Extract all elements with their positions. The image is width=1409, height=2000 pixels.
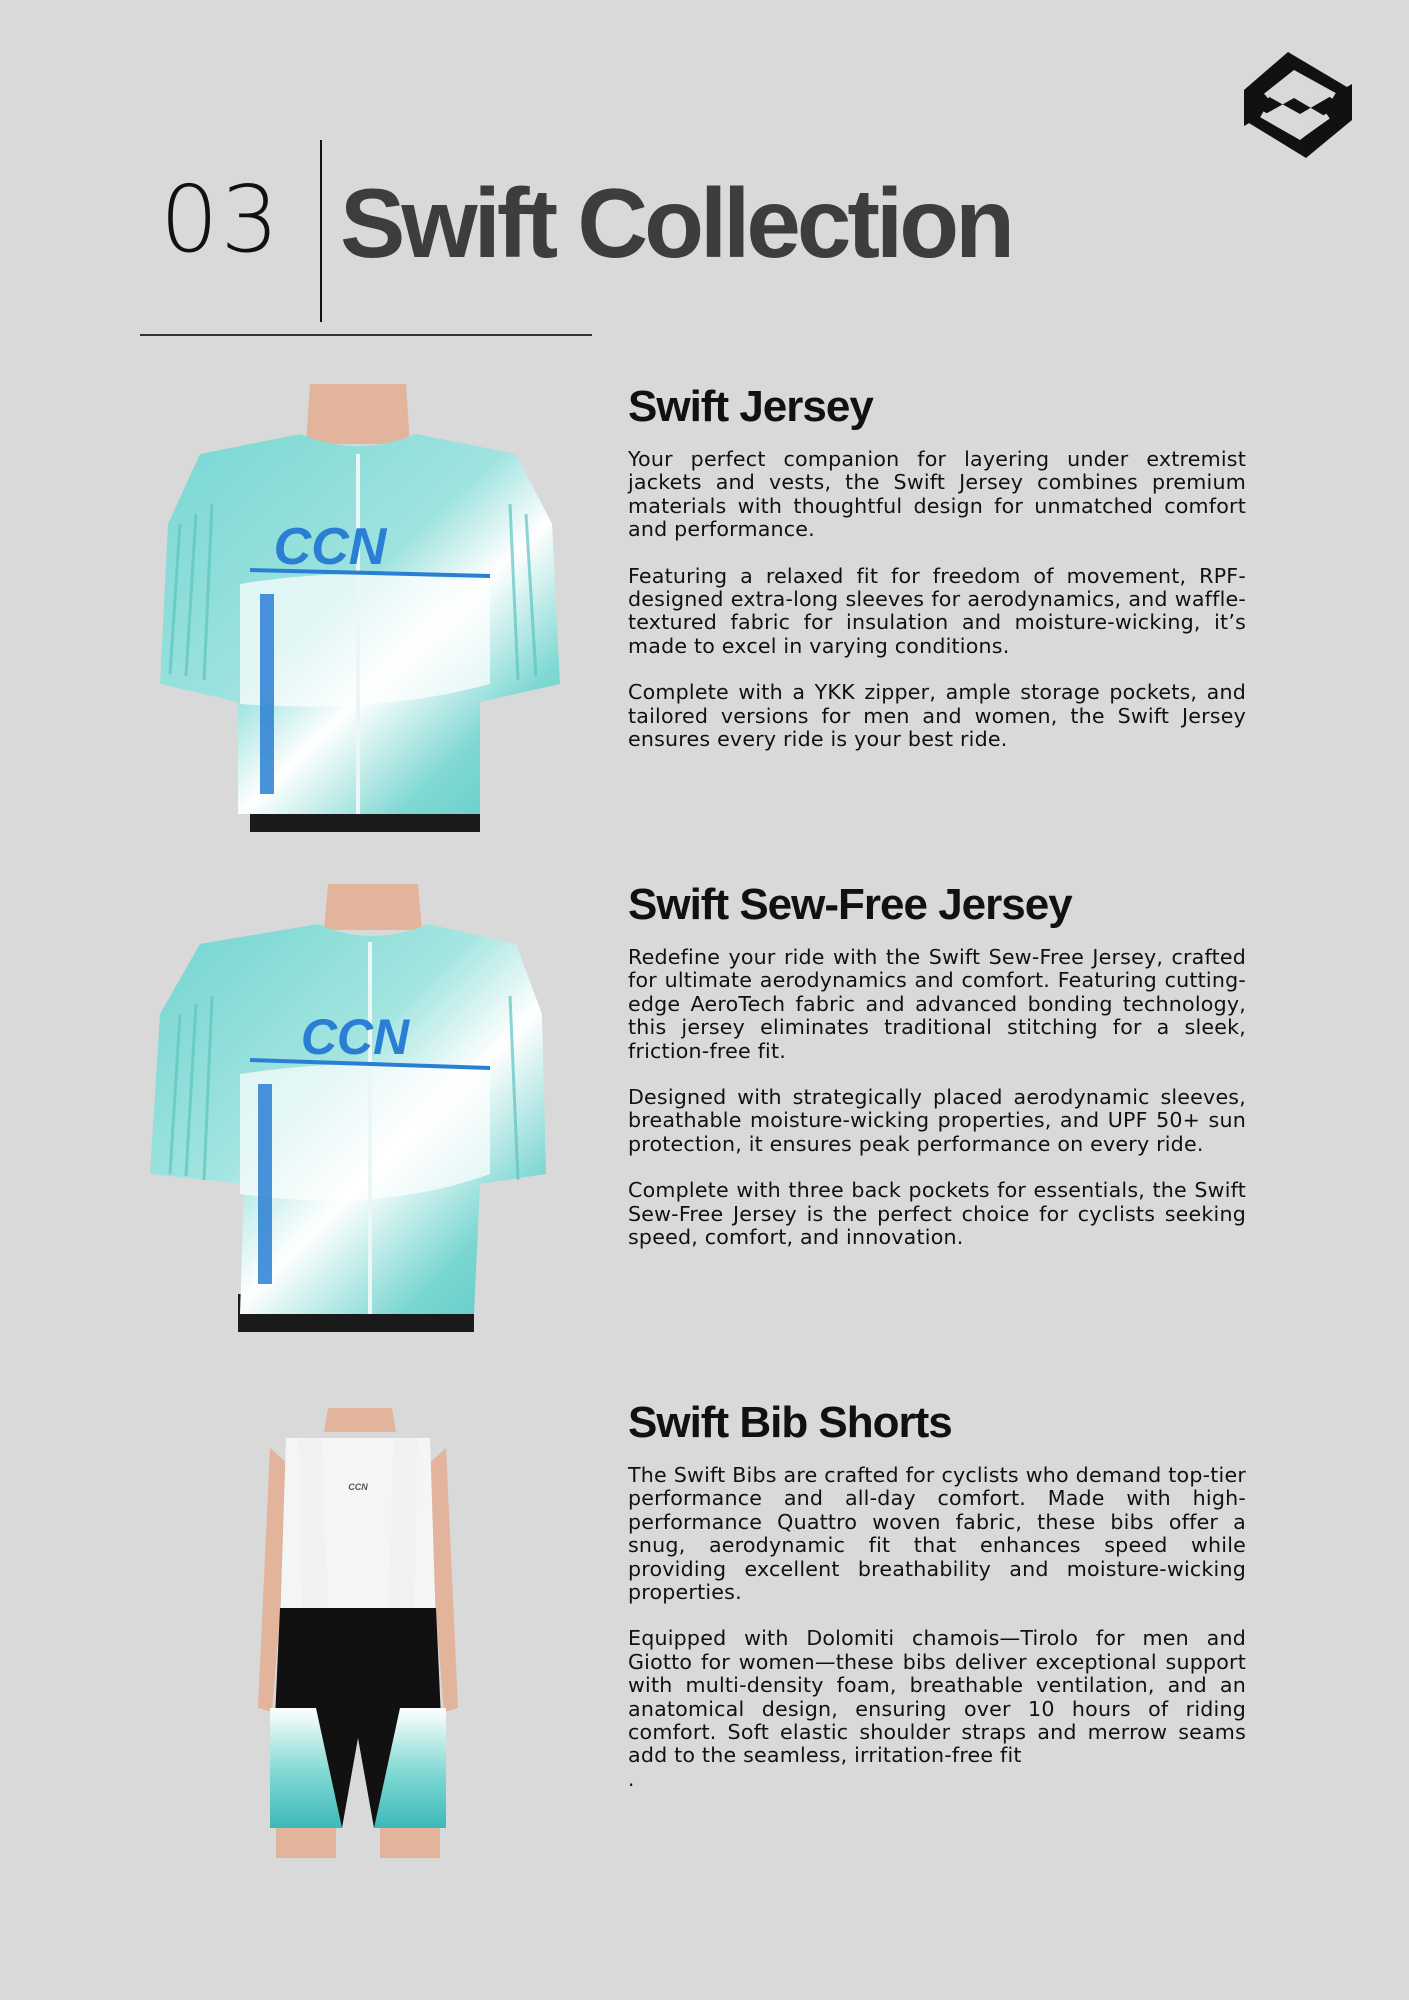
product-title: Swift Sew-Free Jersey bbox=[628, 880, 1072, 929]
swift-sew-free-jersey-section bbox=[628, 880, 1246, 1272]
product-paragraph: Designed with strategically placed aerodynamic sleeves, breathable moisture-wicking properties, and UPF 50+ sun protection, it ensures peak performance on every ride. bbox=[628, 1085, 1246, 1156]
product-paragraph: Redefine your ride with the Swift Sew-Free Jersey, crafted for ultimate aerodynamics and comfort. Featuring cutting-edge AeroTech fabric and advanced bonding technology, this jersey eliminates traditional stitching for a sleek, friction-free fit. bbox=[628, 945, 1246, 1063]
section-number: 03 bbox=[160, 166, 282, 273]
product-paragraph: Your perfect companion for layering under extremist jackets and vests, the Swift Jersey combines premium materials with thoughtful design for unmatched comfort and performance. bbox=[628, 447, 1246, 542]
bib-brand-text: CCN bbox=[348, 1482, 368, 1492]
product-paragraph: Complete with a YKK zipper, ample storage pockets, and tailored versions for men and women, the Swift Jersey ensures every ride is your best ride. bbox=[628, 680, 1246, 752]
swift-jersey-section bbox=[628, 382, 1246, 774]
product-paragraph: The Swift Bibs are crafted for cyclists who demand top-tier performance and all-day comfort. Made with high-performance Quattro woven fabric, these bibs offer a snug, aerodynamic fit that enhances speed while providing excellent breathability and moisture-wicking properties. bbox=[628, 1463, 1246, 1605]
product-title: Swift Jersey bbox=[628, 382, 873, 431]
swift-sew-free-jersey-image bbox=[140, 884, 546, 1332]
swift-jersey-image bbox=[160, 384, 560, 832]
page-title: Swift Collection bbox=[340, 168, 1011, 278]
product-title: Swift Bib Shorts bbox=[628, 1398, 952, 1447]
trailing-period: . bbox=[628, 1766, 635, 1791]
product-paragraph: Equipped with Dolomiti chamois—Tirolo for men and Giotto for women—these bibs deliver exceptional support with multi-density foam, breathable ventilation, and an anatomical design, ensuring over 10 hours of riding comfort. Soft elastic shoulder straps and merrow seams add to the seamless, irritation-free fit bbox=[628, 1626, 1246, 1768]
swift-bib-shorts-image bbox=[246, 1408, 470, 1858]
product-paragraph: Complete with three back pockets for essentials, the Swift Sew-Free Jersey is the perfect choice for cyclists seeking speed, comfort, and innovation. bbox=[628, 1178, 1246, 1250]
vertical-divider bbox=[320, 140, 322, 322]
swift-bib-shorts-section bbox=[628, 1398, 1246, 1813]
jersey-brand-text: CCN bbox=[273, 518, 387, 576]
jersey-brand-text: CCN bbox=[300, 1009, 410, 1065]
product-paragraph: Featuring a relaxed fit for freedom of movement, RPF-designed extra-long sleeves for aerodynamics, and waffle-textured fabric for insulation and moisture-wicking, it’s made to excel in varying conditions. bbox=[628, 563, 1246, 658]
horizontal-divider bbox=[140, 334, 592, 336]
brand-logo-icon bbox=[1236, 44, 1358, 166]
